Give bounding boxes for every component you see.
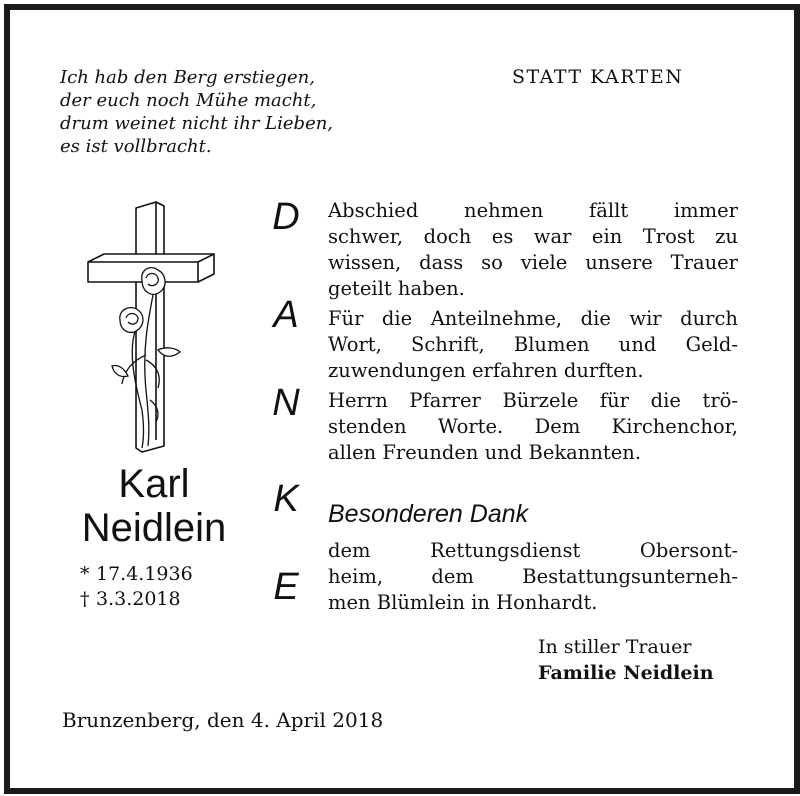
signature-family: Familie Neidlein <box>538 662 714 684</box>
special-thanks-text <box>328 538 738 616</box>
header-note: STATT KARTEN <box>512 66 684 88</box>
birth-date: 17.4.1936 <box>96 563 193 585</box>
paragraph-line: geteilt haben. <box>328 277 465 300</box>
first-name: Karl <box>118 462 190 506</box>
paragraph-line: zuwendungen erfahren durften. <box>328 359 644 382</box>
poem-line: Ich hab den Berg erstiegen, <box>60 67 315 88</box>
danke-letter-e: E <box>273 566 299 608</box>
birth-symbol: * <box>80 563 90 585</box>
poem-line: es ist vollbracht. <box>60 136 212 157</box>
birth-line <box>80 562 193 587</box>
danke-letter-a: A <box>273 294 299 336</box>
poem-line: der euch noch Mühe macht, <box>60 90 317 111</box>
last-name: Neidlein <box>81 506 227 550</box>
paragraph-line: heim, dem Bestattungsunterneh- <box>328 565 738 588</box>
danke-letter-n: N <box>272 382 300 424</box>
paragraph-line: Herrn Pfarrer Bürzele für die trö- <box>328 389 738 412</box>
place-date: Brunzenberg, den 4. April 2018 <box>62 708 384 732</box>
paragraph-pastor <box>328 388 738 466</box>
danke-letter-d: D <box>272 196 300 238</box>
poem <box>60 66 333 158</box>
death-line <box>80 587 193 612</box>
paragraph-farewell <box>328 198 738 302</box>
paragraph-line: stenden Worte. Dem Kirchenchor, <box>328 415 738 438</box>
paragraph-line: wissen, dass so viele unsere Trauer <box>328 251 738 274</box>
paragraph-line: dem Rettungsdienst Obersont- <box>328 539 738 562</box>
poem-line: drum weinet nicht ihr Lieben, <box>60 113 334 134</box>
death-date: 3.3.2018 <box>96 588 181 610</box>
paragraph-line: allen Freunden und Bekannten. <box>328 441 642 464</box>
paragraph-sympathy <box>328 306 738 384</box>
death-symbol: † <box>80 588 90 610</box>
special-thanks-heading: Besonderen Dank <box>328 500 529 528</box>
cross-with-rose-icon <box>84 200 224 460</box>
deceased-name <box>54 462 254 550</box>
signature-mourning: In stiller Trauer <box>538 636 692 658</box>
paragraph-line: Abschied nehmen fällt immer <box>328 199 738 222</box>
paragraph-line: Für die Anteilnehme, die wir durch <box>328 307 738 330</box>
paragraph-line: schwer, doch es war ein Trost zu <box>328 225 738 248</box>
life-dates <box>80 562 193 612</box>
danke-letter-k: K <box>273 478 299 520</box>
paragraph-line: Wort, Schrift, Blumen und Geld- <box>328 333 738 356</box>
paragraph-line: men Blümlein in Honhardt. <box>328 591 598 614</box>
